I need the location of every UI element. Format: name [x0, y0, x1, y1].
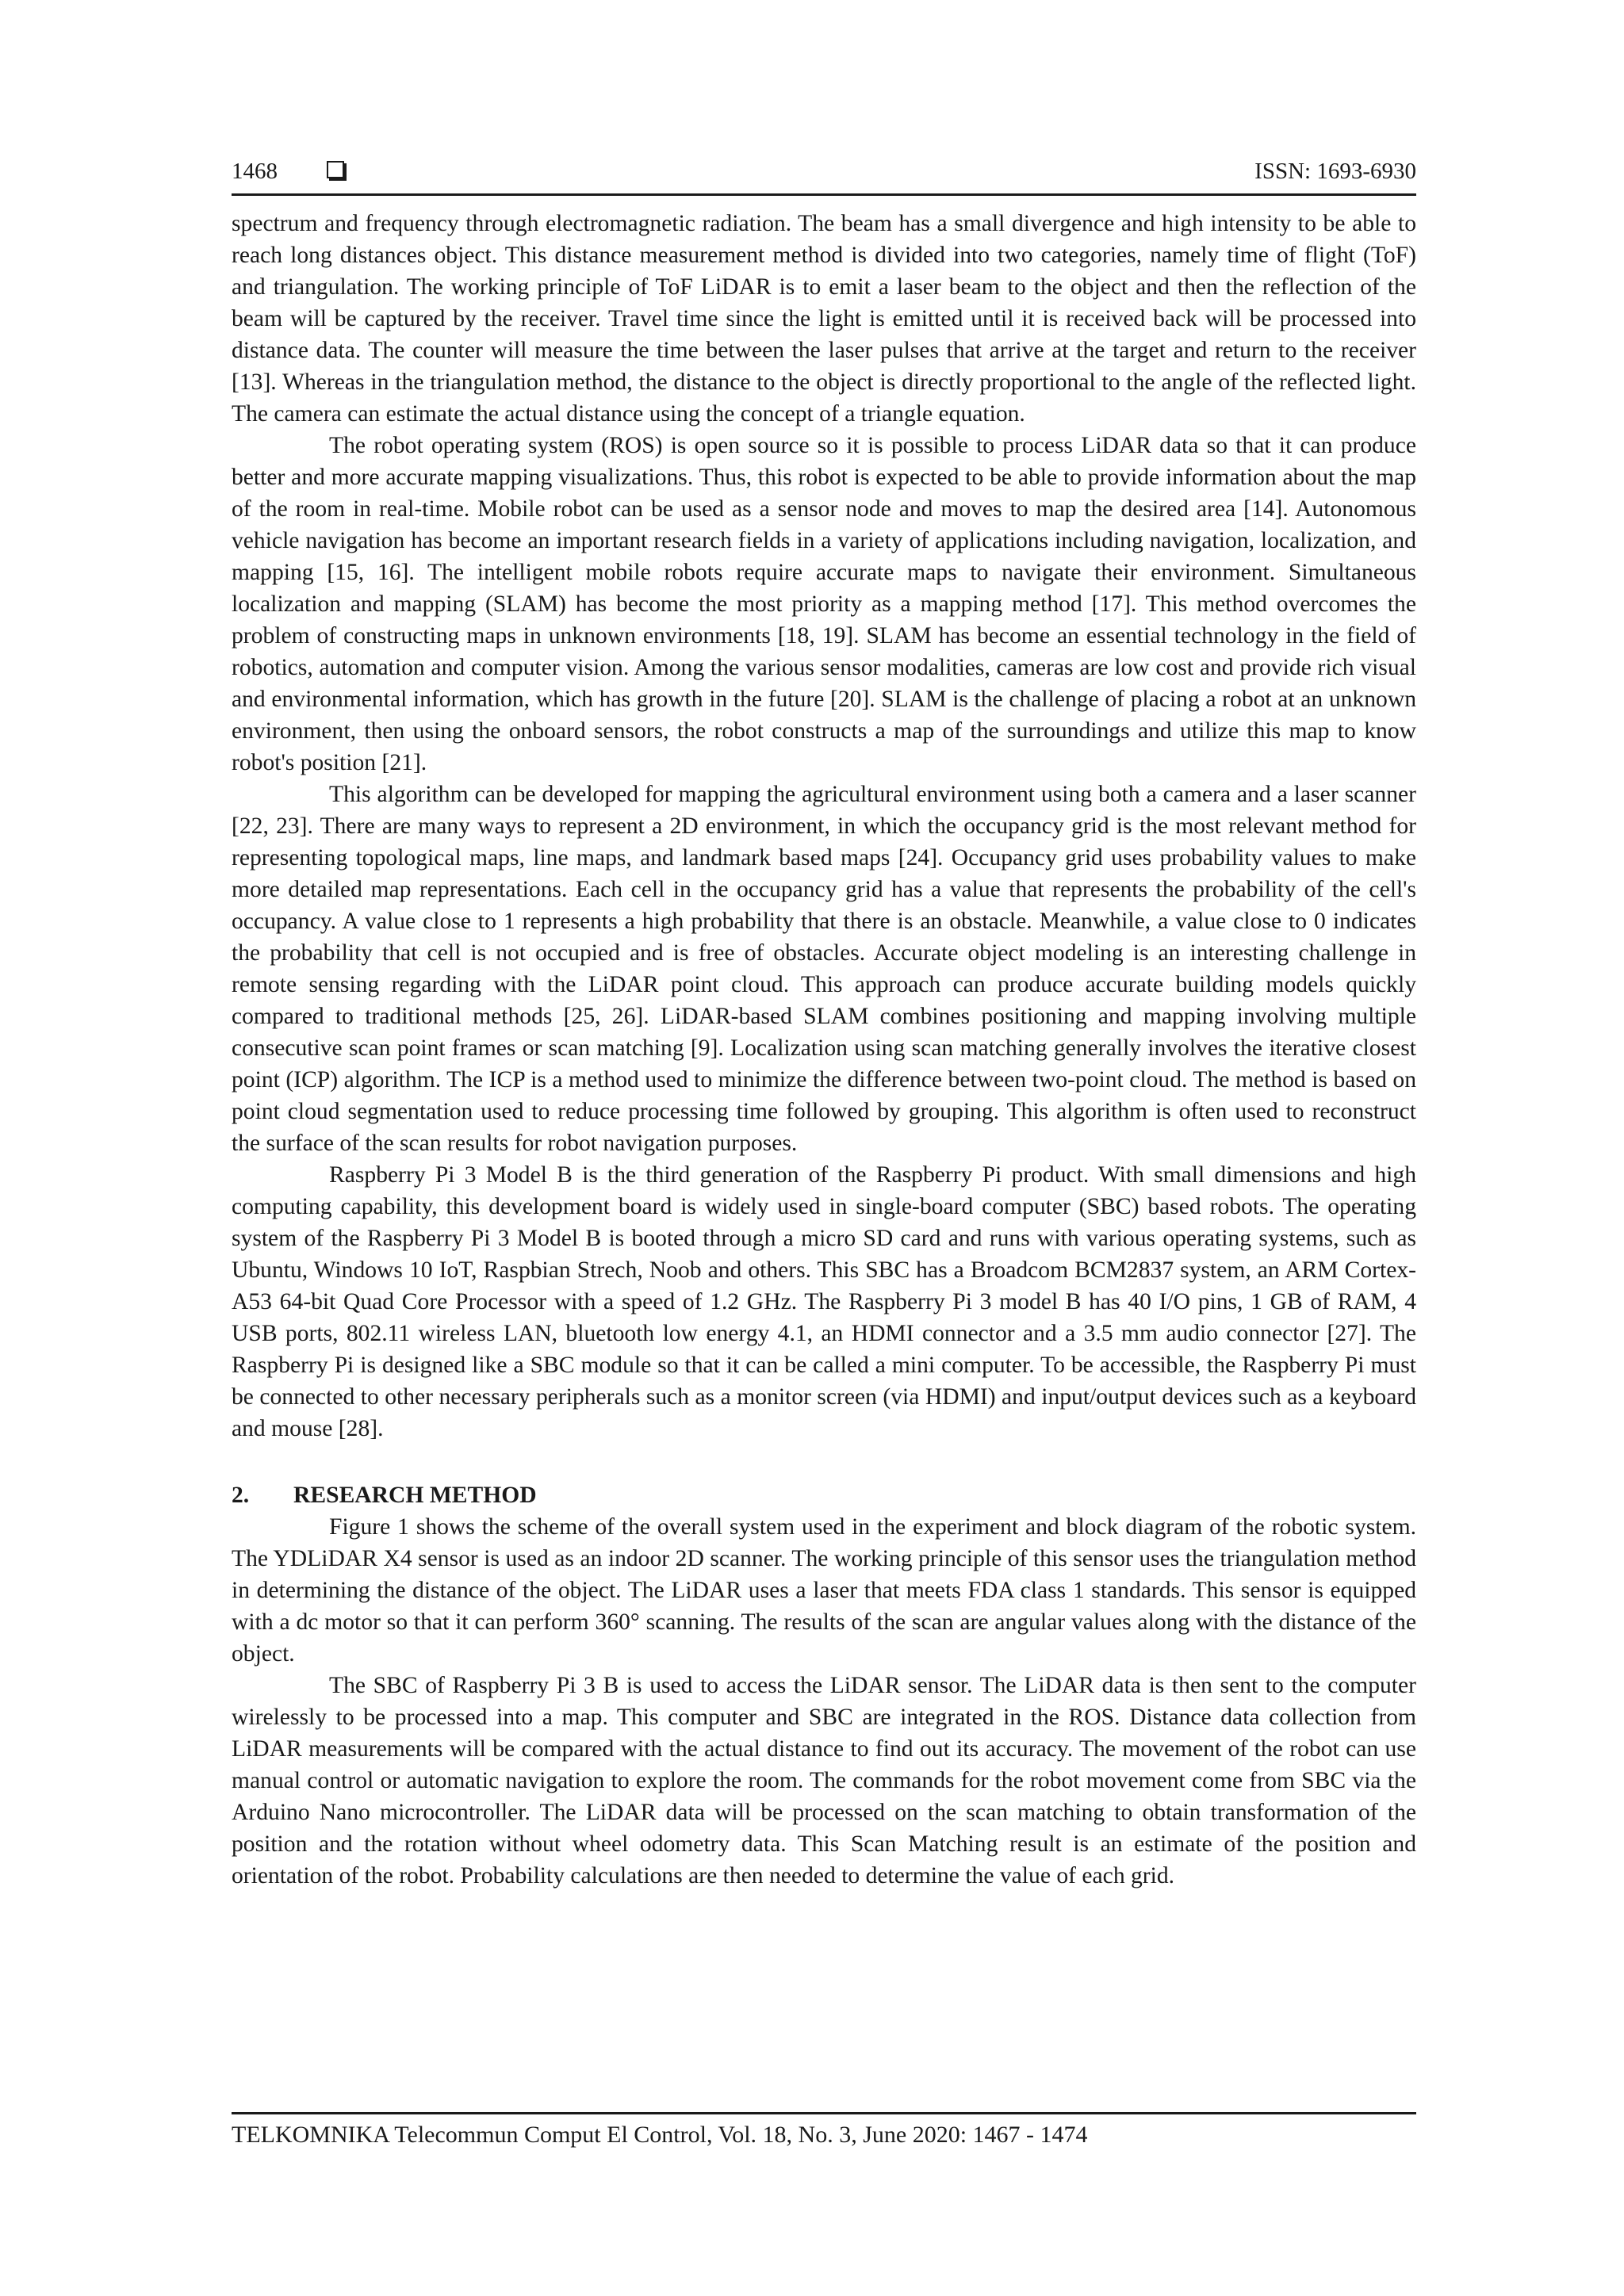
- body-paragraph-4: Raspberry Pi 3 Model B is the third generation of the Raspberry Pi product. With small dimensions and high computing capability, this development board is widely used in single-board computer (SBC) based robots. The operating system of the Raspberry Pi 3 Model B is booted through a micro SD card and runs with various operating systems, such as Ubuntu, Windows 10 IoT, Raspbian Strech, Noob and others. This SBC has a Broadcom BCM2837 system, an ARM Cortex-A53 64-bit Quad Core Processor with a speed of 1.2 GHz. The Raspberry Pi 3 model B has 40 I/O pins, 1 GB of RAM, 4 USB ports, 802.11 wireless LAN, bluetooth low energy 4.1, an HDMI connector and a 3.5 mm audio connector [27]. The Raspberry Pi is designed like a SBC module so that it can be called a mini computer. To be accessible, the Raspberry Pi must be connected to other necessary peripherals such as a monitor screen (via HDMI) and input/output devices such as a keyboard and mouse [28].: [232, 1162, 1416, 1441]
- paper-page: [232, 0, 1416, 2296]
- section-number: 2.: [232, 1483, 250, 1508]
- page-footer: [232, 2112, 1416, 2151]
- page-header: [232, 155, 1416, 196]
- section-heading: [232, 1479, 1416, 1511]
- journal-citation: TELKOMNIKA Telecommun Comput El Control, Vol. 18, No. 3, June 2020: 1467 - 1474: [232, 2122, 1088, 2148]
- body-paragraph-1: spectrum and frequency through electromagnetic radiation. The beam has a small divergence and high intensity to be able to reach long distances object. This distance measurement method is divided into two categories, namely time of flight (ToF) and triangulation. The working principle of ToF LiDAR is to emit a laser beam to the object and then the reflection of the beam will be captured by the receiver. Travel time since the light is emitted until it is received back will be processed into distance data. The counter will measure the time between the laser pulses that arrive at the target and return to the receiver [13]. Whereas in the triangulation method, the distance to the object is directly proportional to the angle of the reflected light. The camera can estimate the actual distance using the concept of a triangle equation.: [232, 211, 1416, 427]
- issn-label: ISSN: 1693-6930: [1254, 159, 1416, 184]
- section-title: RESEARCH METHOD: [293, 1483, 537, 1508]
- section-paragraph-2: The SBC of Raspberry Pi 3 B is used to access the LiDAR sensor. The LiDAR data is then sent to the computer wirelessly to be processed into a map. This computer and SBC are integrated in the ROS. Distance data collection from LiDAR measurements will be compared with the actual distance to find out its accuracy. The movement of the robot can use manual control or automatic navigation to explore the room. The commands for the robot movement come from SBC via the Arduino Nano microcontroller. The LiDAR data will be processed on the scan matching to obtain transformation of the position and the rotation without wheel odometry data. This Scan Matching result is an estimate of the position and orientation of the robot. Probability calculations are then needed to determine the value of each grid.: [232, 1673, 1416, 1888]
- section-paragraph-1: Figure 1 shows the scheme of the overall system used in the experiment and block diagram of the robotic system. The YDLiDAR X4 sensor is used as an indoor 2D scanner. The working principle of this sensor uses the triangulation method in determining the distance of the object. The LiDAR uses a laser that meets FDA class 1 standards. This sensor is equipped with a dc motor so that it can perform 360° scanning. The results of the scan are angular values along with the distance of the object.: [232, 1514, 1416, 1667]
- body-paragraph-3: This algorithm can be developed for mapping the agricultural environment using both a camera and a laser scanner [22, 23]. There are many ways to represent a 2D environment, in which the occupancy grid is the most relevant method for representing topological maps, line maps, and landmark based maps [24]. Occupancy grid uses probability values to make more detailed map representations. Each cell in the occupancy grid has a value that represents the probability of the cell's occupancy. A value close to 1 represents a high probability that there is an obstacle. Meanwhile, a value close to 0 indicates the probability that cell is not occupied and is free of obstacles. Accurate object modeling is an interesting challenge in remote sensing regarding with the LiDAR point cloud. This approach can produce accurate building models quickly compared to traditional methods [25, 26]. LiDAR-based SLAM combines positioning and mapping involving multiple consecutive scan point frames or scan matching [9]. Localization using scan matching generally involves the iterative closest point (ICP) algorithm. The ICP is a method used to minimize the difference between two-point cloud. The method is based on point cloud segmentation used to reduce processing time followed by grouping. This algorithm is often used to reconstruct the surface of the scan results for robot navigation purposes.: [232, 782, 1416, 1156]
- page-number: 1468: [232, 159, 278, 184]
- body-paragraph-2: The robot operating system (ROS) is open source so it is possible to process LiDAR data so that it can produce better and more accurate mapping visualizations. Thus, this robot is expected to be able to provide information about the map of the room in real-time. Mobile robot can be used as a sensor node and moves to map the desired area [14]. Autonomous vehicle navigation has become an important research fields in a variety of applications including navigation, localization, and mapping [15, 16]. The intelligent mobile robots require accurate maps to navigate their environment. Simultaneous localization and mapping (SLAM) has become the most priority as a mapping method [17]. This method overcomes the problem of constructing maps in unknown environments [18, 19]. SLAM has become an essential technology in the field of robotics, automation and computer vision. Among the various sensor modalities, cameras are low cost and provide rich visual and environmental information, which has growth in the future [20]. SLAM is the challenge of placing a robot at an unknown environment, then using the onboard sensors, the robot constructs a map of the surroundings and utilize this map to know robot's position [21].: [232, 433, 1416, 775]
- article-body: [232, 208, 1416, 1892]
- square-box-icon: [327, 161, 344, 178]
